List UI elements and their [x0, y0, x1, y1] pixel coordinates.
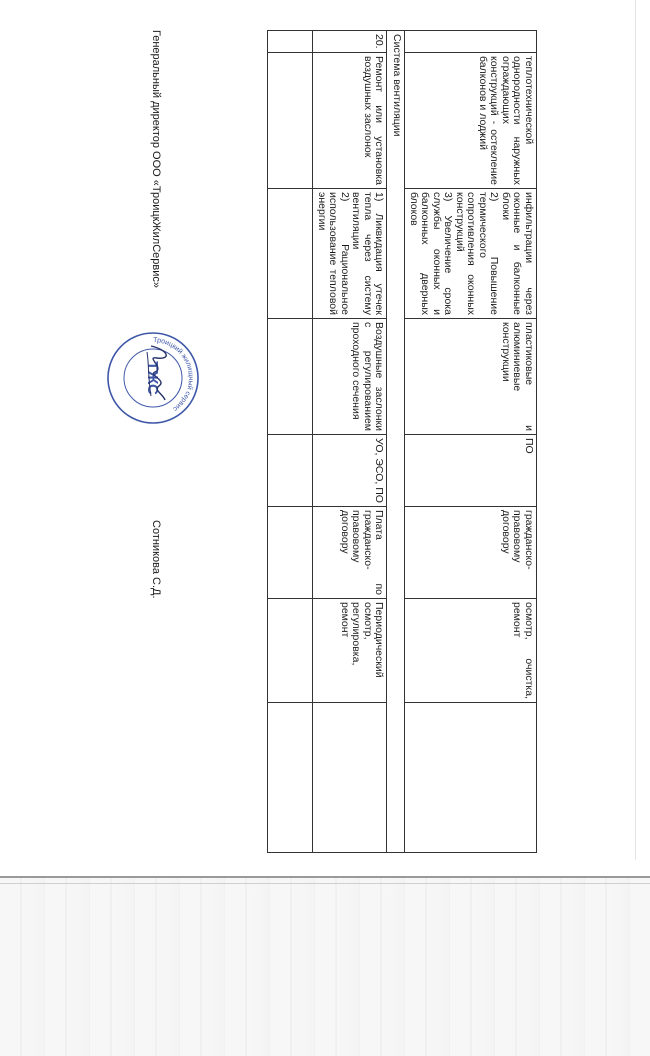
cell-purpose: [313, 189, 387, 319]
cell-notes-empty: [313, 703, 387, 853]
cell-equipment: Воздушные заслонки с регулированием проходного сечения: [313, 319, 387, 435]
cell-empty: [268, 53, 313, 189]
rotated-document: [144, 30, 537, 852]
handwritten-signature-icon: [141, 342, 175, 402]
measures-table: [268, 30, 538, 853]
paper-edge: [635, 0, 636, 860]
table-row-top: [405, 31, 537, 853]
table-row-item: [313, 31, 387, 853]
cell-empty: [268, 31, 313, 53]
cell-executor: УО, ЭСО, ПО: [313, 435, 387, 507]
cell-equipment: пластиковые и алюминиевые конструкции: [405, 319, 537, 435]
cell-name: теплотехнической однородности наружных ограждающих конструкций - остекление балконов и лоджий: [405, 53, 537, 189]
scanner-edge-line: [0, 876, 650, 878]
cell-frequency: осмотр, очистка, ремонт: [405, 599, 537, 703]
stamp-center-text: ТЖС: [144, 361, 161, 395]
cell-frequency: Периодический осмотр, регулировка, ремонт: [313, 599, 387, 703]
cell-financing: Плата по гражданско-правовому договору: [313, 507, 387, 599]
signatory-position: Генеральный директор ООО «ТроицкЖилСервис»: [150, 30, 162, 288]
purpose-line: 1) Ликвидация утечек тепла через систему вентиляции: [350, 192, 386, 315]
purpose-line: 3) Увеличение срока службы оконных и балконных дверных блоков: [408, 192, 455, 315]
cell-financing: гражданско-правовому договору: [405, 507, 537, 599]
cell-number: 20.: [313, 31, 387, 53]
cell-purpose: [405, 189, 537, 319]
signature-footer: [147, 30, 163, 852]
scanner-strip: [0, 876, 650, 1056]
cell-number-empty: [405, 31, 537, 53]
section-title: Система вентиляции: [387, 31, 405, 853]
cell-empty: [268, 189, 313, 319]
stamp-ring-text: Троицкий жилищный сервис: [152, 336, 195, 413]
cell-notes-empty: [405, 703, 537, 853]
purpose-line: 2) Повышение термического сопротивления оконных конструкций: [454, 192, 501, 315]
cell-executor: ПО: [405, 435, 537, 507]
cell-name: Ремонт или установка воздушных заслонок: [313, 53, 387, 189]
cell-empty: [268, 435, 313, 507]
cell-empty: [268, 319, 313, 435]
cell-empty: [268, 507, 313, 599]
signatory-name: Сотникова С.Д.: [150, 520, 162, 599]
table-row-empty: [268, 31, 313, 853]
cell-empty: [268, 703, 313, 853]
table-section-row: [387, 31, 405, 853]
scanner-edge-line: [0, 883, 650, 884]
purpose-line: инфильтрации через оконные и балконные блоки: [500, 192, 535, 315]
purpose-line: 2) Рациональное использование тепловой энергии: [316, 192, 351, 315]
cell-empty: [268, 599, 313, 703]
